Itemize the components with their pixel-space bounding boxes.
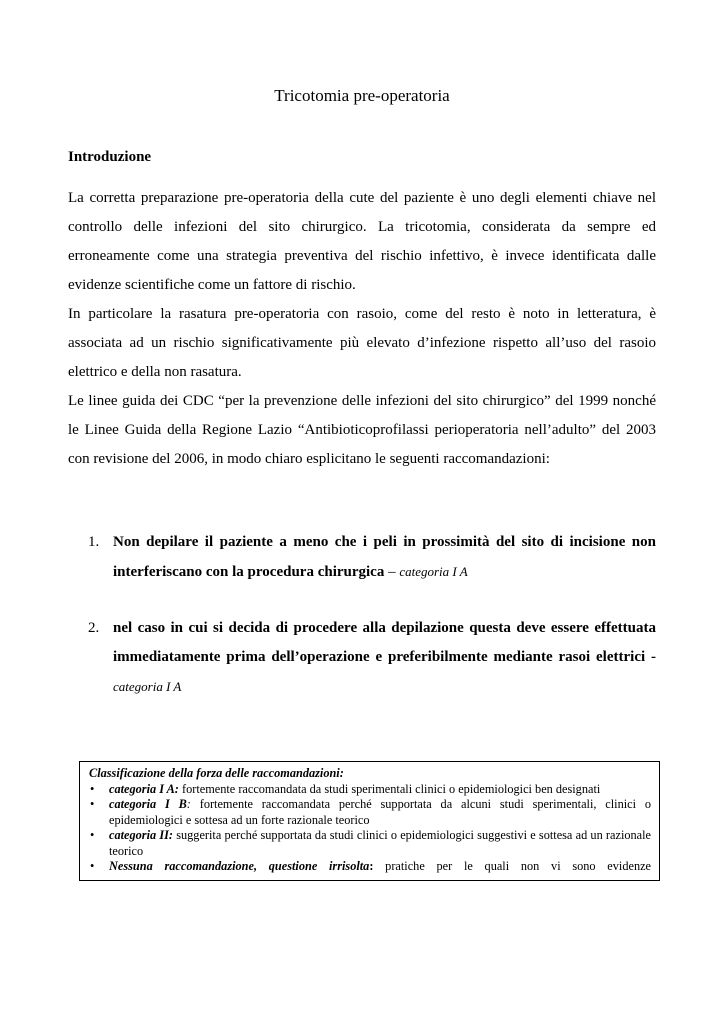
recommendation-category: categoria I A — [399, 564, 468, 579]
recommendation-separator: – — [384, 564, 400, 580]
classification-term-suffix: : — [369, 859, 374, 873]
classification-box — [79, 761, 660, 881]
recommendation-text — [113, 528, 656, 587]
classification-term-suffix: : — [186, 797, 191, 811]
recommendations-list — [88, 528, 656, 587]
recommendation-statement: Non depilare il paziente a meno che i peli in prossimità del sito di incisione non interferiscano con la procedura chirurgica — [113, 534, 656, 580]
classification-item — [89, 828, 651, 859]
classification-description: fortemente raccomandata perché supportata da alcuni studi sperimentali, clinici o epidemiologici e sottesa ad un forte razionale teorico — [109, 797, 652, 827]
classification-description: suggerita perché supportata da studi clinici o epidemiologici suggestivi e sottesa ad un razionale teorico — [109, 828, 651, 858]
classification-list — [89, 782, 651, 875]
classification-item — [89, 782, 651, 798]
page-title: Tricotomia pre-operatoria — [274, 86, 450, 105]
bullet-icon: • — [90, 859, 95, 873]
section-heading: Introduzione — [68, 149, 152, 165]
intro-paragraph-1: La corretta preparazione pre-operatoria della cute del paziente è uno degli elementi chiave nel controllo delle infezioni del sito chirurgico. La tricotomia, considerata da sempre ed erroneamente come una strategia preventiva del rischio infettivo, è invece identificata dalle evidenze scientifiche come un fattore di rischio. — [68, 190, 656, 293]
classification-description: fortemente raccomandata da studi sperimentali clinici o epidemiologici ben designati — [178, 781, 601, 796]
bullet-icon: • — [90, 797, 95, 811]
classification-title: Classificazione della forza delle raccomandazioni: — [89, 766, 344, 780]
classification-term: categoria I A: — [109, 781, 179, 796]
classification-term: categoria II: — [109, 828, 174, 842]
bullet-icon: • — [90, 781, 95, 796]
classification-term: Nessuna raccomandazione, questione irrisolta — [109, 859, 370, 873]
recommendations-list-continued — [88, 614, 656, 702]
intro-paragraph-3: Le linee guida dei CDC “per la prevenzione delle infezioni del sito chirurgico” del 1999 nonché le Linee Guida della Regione Lazio “Antibioticoprofilassi perioperatoria nell’adulto” del 2003 con revisione del 2006, in modo chiaro esplicitano le seguenti raccomandazioni: — [68, 393, 656, 467]
intro-body — [68, 184, 656, 474]
recommendation-number: 1. — [88, 534, 100, 550]
recommendation-separator: - — [645, 649, 656, 665]
recommendation-statement: nel caso in cui si decida di procedere alla depilazione questa deve essere effettuata immediatamente prima dell’operazione e preferibilmente mediante rasoi elettrici — [113, 620, 656, 665]
intro-paragraph-2: In particolare la rasatura pre-operatoria con rasoio, come del resto è noto in letteratura, è associata ad un rischio significativamente più elevato d’infezione rispetto all’uso del rasoio elettrico e della non rasatura. — [68, 306, 656, 380]
classification-description: pratiche per le quali non vi sono evidenze — [373, 859, 652, 873]
recommendation-item — [88, 614, 656, 702]
classification-term: categoria I B — [109, 797, 187, 811]
classification-item — [89, 797, 651, 828]
recommendation-item — [88, 528, 656, 587]
classification-item — [89, 859, 651, 875]
bullet-icon: • — [90, 828, 95, 842]
recommendation-category: categoria I A — [113, 679, 182, 694]
recommendation-number: 2. — [88, 620, 100, 636]
recommendation-text — [113, 614, 656, 702]
